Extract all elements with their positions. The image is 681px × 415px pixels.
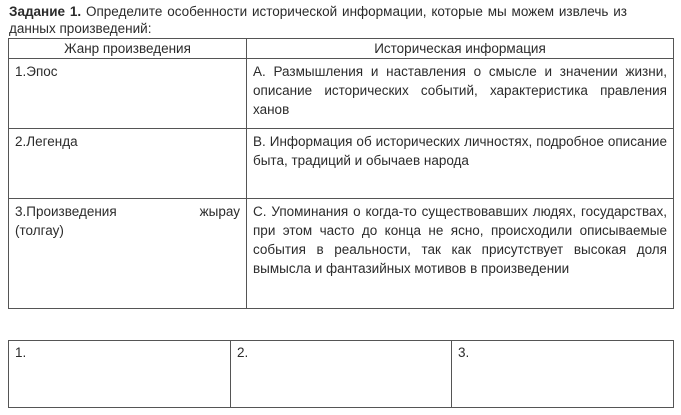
matching-table [8, 38, 674, 309]
answer-cell-1[interactable]: 1. [9, 341, 231, 408]
answer-row [9, 341, 674, 408]
answer-cell-3[interactable]: 3. [452, 341, 674, 408]
table-row [9, 59, 674, 129]
genre-text-part: (толгау) [15, 223, 64, 238]
task-label: Задание 1. [9, 4, 82, 19]
genre-cell: 2.Легенда [9, 129, 247, 199]
genre-cell: 1.Эпос [9, 59, 247, 129]
info-cell: С. Упоминания о когда-то существовавших людях, государствах, при этом часто до конца не ясно, происходили описываемые события в реальности, так как присутствует высокая доля вымысла и фантазийных мотивов в произведении [247, 199, 674, 309]
header-row [9, 39, 674, 59]
genre-text-part: 3.Произведения [15, 204, 117, 219]
table-row [9, 199, 674, 309]
task-text: Определите особенности исторической информации, которые мы можем извлечь из данных произведений: [9, 4, 627, 36]
column-header-genre: Жанр произведения [9, 39, 247, 59]
genre-text-part: жырау [199, 204, 240, 219]
answer-table [8, 340, 674, 408]
answer-cell-2[interactable]: 2. [231, 341, 452, 408]
info-cell: В. Информация об исторических личностях, подробное описание быта, традиций и обычаев народа [247, 129, 674, 199]
info-cell: А. Размышления и наставления о смысле и значении жизни, описание исторических событий, характеристика правления ханов [247, 59, 674, 129]
column-header-history-info: Историческая информация [247, 39, 674, 59]
genre-cell [9, 199, 247, 309]
task-statement [9, 3, 627, 37]
table-row [9, 129, 674, 199]
